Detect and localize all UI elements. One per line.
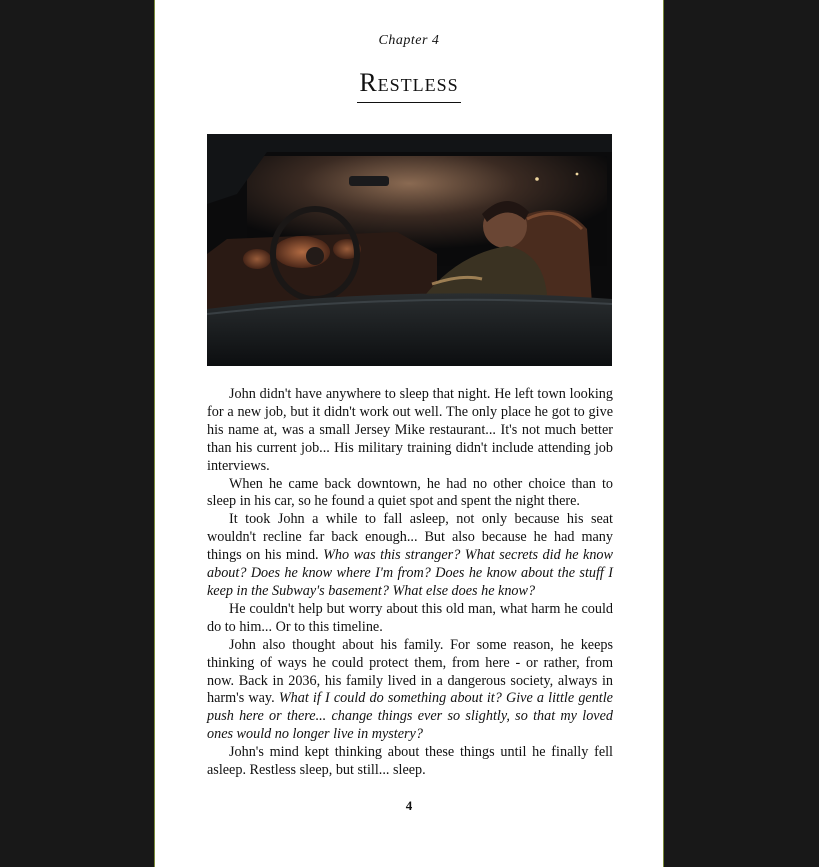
paragraph: John also thought about his family. For some reason, he keeps thinking of ways he could protect them, from here - or rather, from now. Back in 2036, his family lived in a dangerous society, always in harm's way. What if I could do something about it? Give a little gentle push here or there... change things ever so slightly, so that my loved ones would no longer live in mystery?	[207, 636, 613, 743]
paragraph: John didn't have anywhere to sleep that night. He left town looking for a new job, but it didn't work out well. The only place he got to give his name at, was a small Jersey Mike restaurant... It's not much better than his current job... His military training didn't include attending job interviews.	[207, 386, 613, 474]
paragraph: When he came back downtown, he had no other choice than to sleep in his car, so he found a quiet spot and spent the night there.	[207, 475, 613, 510]
chapter-title: Restless	[357, 68, 460, 103]
chapter-label: Chapter 4	[378, 33, 440, 48]
paragraph: John's mind kept thinking about these things until he finally fell asleep. Restless sleep, but still... sleep.	[207, 744, 613, 779]
paragraph: He couldn't help but worry about this old man, what harm he could do to him... Or to this timeline.	[207, 600, 613, 635]
chapter-title-wrap	[155, 68, 663, 103]
page-number: 4	[405, 798, 413, 813]
book-page	[154, 0, 664, 867]
italic-thought: Who was this stranger? What secrets did he know about? Does he know where I'm from? Does he know about the stuff I keep in the Subway's basement? What else does he know?	[207, 547, 613, 599]
chapter-body	[207, 386, 613, 780]
paragraph: It took John a while to fall asleep, not only because his seat wouldn't recline far back enough... But also because he had many things on his mind. Who was this stranger? What secrets did he know about? Does he know where I'm from? Does he know about the stuff I keep in the Subway's basement? What else does he know?	[207, 511, 613, 599]
italic-thought: What if I could do something about it? Give a little gentle push here or there... change things ever so slightly, so that my loved ones would no longer live in mystery?	[207, 690, 613, 743]
car-night-illustration	[207, 134, 612, 366]
chapter-illustration	[207, 134, 612, 366]
